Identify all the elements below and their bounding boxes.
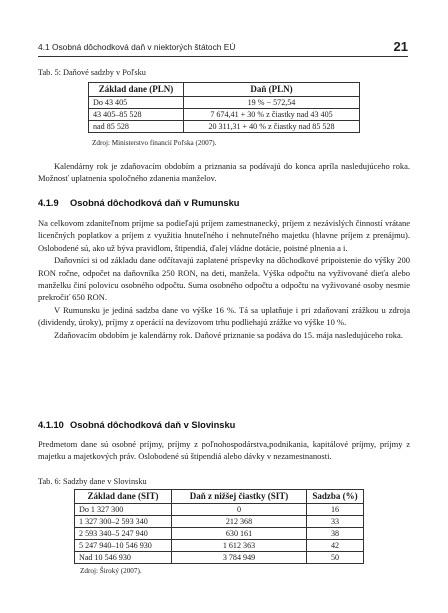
paragraph-text: Predmetom dane sú osobné príjmy, príjmy z poľnohospodárstva,podnikania, kapitálové príjmy, príjmy z majetku a majetkových práv. Oslobodené sú štipendiá alebo dávky v nezamestnanosti. — [38, 439, 410, 462]
table-cell: 38 — [307, 528, 364, 540]
table-cell: 42 — [307, 540, 364, 552]
table5-source: Zdroj: Ministerstvo financií Poľska (2007). — [92, 139, 217, 147]
table6-col-header-tax: Daň z nižšej čiastky (SIT) — [172, 490, 307, 504]
table6 — [74, 489, 364, 564]
table-cell: 2 593 340–5 247 940 — [75, 528, 172, 540]
running-header-section: 4.1 Osobná dôchodková daň v niektorých štátoch EÚ — [38, 42, 236, 52]
page-number: 21 — [393, 39, 408, 54]
table-cell: 50 — [307, 552, 364, 564]
table-cell: 19 % − 572,54 — [184, 97, 360, 109]
section-title: Osobná dôchodková daň v Slovinsku — [70, 420, 236, 430]
table-row — [75, 540, 364, 552]
table5-col-header-base: Základ dane (PLN) — [89, 83, 184, 97]
table-cell: Do 1 327 300 — [75, 504, 172, 516]
table-cell: 630 161 — [172, 528, 307, 540]
table-cell: nad 85 528 — [89, 121, 184, 133]
table-cell: 33 — [307, 516, 364, 528]
table-row — [75, 504, 364, 516]
table5-caption: Tab. 5: Daňové sadzby v Poľsku — [38, 68, 146, 77]
table-cell: 7 674,41 + 30 % z čiastky nad 43 405 — [184, 109, 360, 121]
table-row — [89, 109, 360, 121]
table-cell: Do 43 405 — [89, 97, 184, 109]
section-heading-4-1-9 — [38, 198, 239, 208]
table-cell: 16 — [307, 504, 364, 516]
table-row — [89, 121, 360, 133]
table-cell: 5 247 940–10 546 930 — [75, 540, 172, 552]
table-row — [89, 97, 360, 109]
table-header-row — [89, 83, 360, 97]
section-title: Osobná dôchodková daň v Rumunsku — [70, 198, 240, 208]
table-cell: 212 368 — [172, 516, 307, 528]
table-cell: Nad 10 546 930 — [75, 552, 172, 564]
table6-source: Zdroj: Široký (2007). — [80, 567, 142, 575]
paragraph-text: V Rumunsku je jediná sadzba dane vo výške 16 %. Tá sa uplatňuje i pri zdaňovaní zrážkou u zdroja (dividendy, úroky), príjmy z operácií na devízovom trhu podliehajú zrážke vo výške 10 %. — [38, 304, 410, 328]
table6-col-header-rate: Sadzba (%) — [307, 490, 364, 504]
paragraph-text: Na celkovom zdaniteľnom príjme sa podieľajú príjem zamestnanecký, príjem z nezávislých činností vrátane licenčných poplatkov a príjem z využitia hnuteľného i nehnuteľného majetku (hlavne príjem z prenájmu). Oslobodené sú, ako už býva pravidlom, štipendiá, ďalej vládne dotácie, poistné plnenia a i. — [38, 218, 410, 253]
table-cell: 1 327 300–2 593 340 — [75, 516, 172, 528]
paragraph-slovenia — [38, 438, 410, 463]
table5-col-header-tax: Daň (PLN) — [184, 83, 360, 97]
paragraphs-romania — [38, 217, 410, 341]
table-row — [75, 528, 364, 540]
section-heading-4-1-10 — [38, 420, 235, 430]
section-number: 4.1.10 — [38, 420, 64, 430]
table-row — [75, 516, 364, 528]
table6-caption: Tab. 6: Sadzby dane v Slovinsku — [38, 477, 147, 486]
table-cell: 3 784 949 — [172, 552, 307, 564]
table-cell: 20 311,31 + 40 % z čiastky nad 85 528 — [184, 121, 360, 133]
section-number: 4.1.9 — [38, 198, 59, 208]
table-row — [75, 552, 364, 564]
table-cell: 0 — [172, 504, 307, 516]
running-header — [38, 39, 408, 54]
paragraph-poland — [38, 160, 410, 185]
header-rule — [38, 56, 408, 57]
table5 — [88, 82, 360, 133]
table-cell: 43 405–85 528 — [89, 109, 184, 121]
table6-col-header-base: Základ dane (SIT) — [75, 490, 172, 504]
paragraph-text: Daňovníci si od základu dane odčítavajú zaplatené príspevky na dôchodkové pripoistenie do výšky 200 RON ročne, odpočet na daňovníka 250 RON, na deti, manžela. Výška odpočtu na vyživované dieťa alebo manželku činí polovicu osobného odpočtu. Suma osobného odpočtu a odpočtu na vyživované osoby nesmie prekročiť 650 RON. — [38, 255, 410, 303]
table-header-row — [75, 490, 364, 504]
table-cell: 1 612 363 — [172, 540, 307, 552]
paragraph-text: Zdaňovacím obdobím je kalendárny rok. Daňové priznanie sa podáva do 15. mája nasledujúceho roka. — [54, 329, 403, 340]
paragraph-text: Kalendárny rok je zdaňovacím obdobím a priznania sa podávajú do konca apríla nasledujúceho roka. Možnosť uplatnenia spoločného zdanenia manželov. — [38, 161, 410, 184]
